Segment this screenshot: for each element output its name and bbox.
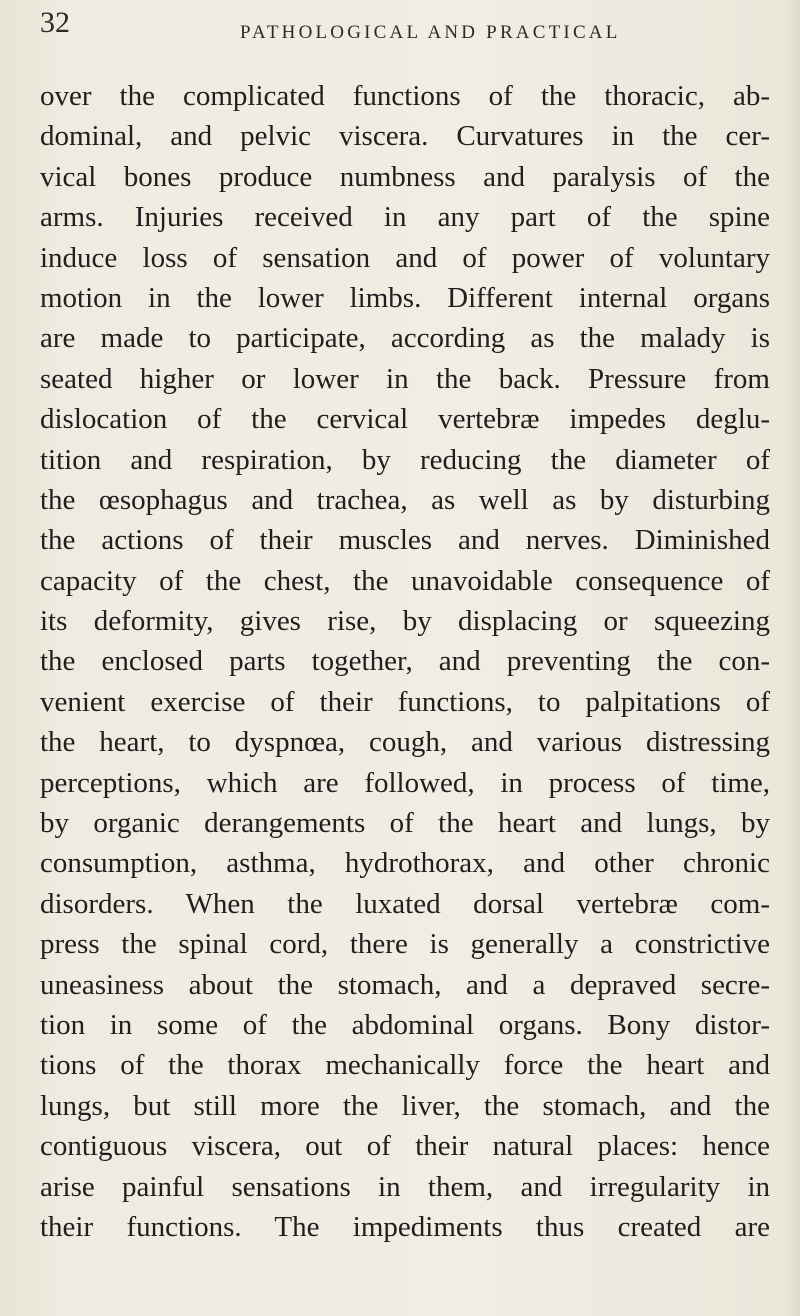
text-line: the œsophagus and trachea, as well as by disturbing	[40, 483, 770, 516]
text-line: contiguous viscera, out of their natural places: hence	[40, 1130, 770, 1163]
text-line: arms. Injuries received in any part of the spine	[40, 201, 770, 234]
running-head: PATHOLOGICAL AND PRACTICAL	[240, 22, 621, 43]
text-line: press the spinal cord, there is generally a constrictive	[40, 928, 770, 961]
text-line: arise painful sensations in them, and irregularity in	[40, 1170, 770, 1203]
text-line: uneasiness about the stomach, and a depraved secre-	[40, 968, 770, 1001]
text-line: disorders. When the luxated dorsal vertebræ com-	[40, 887, 770, 920]
text-line: their functions. The impediments thus created are	[40, 1210, 770, 1243]
text-line: over the complicated functions of the thoracic, ab-	[40, 80, 770, 112]
text-line: perceptions, which are followed, in process of time,	[40, 766, 770, 799]
text-line: its deformity, gives rise, by displacing or squeezing	[40, 605, 770, 638]
text-line: capacity of the chest, the unavoidable consequence of	[40, 564, 770, 597]
body-text	[40, 76, 770, 1247]
text-line: by organic derangements of the heart and lungs, by	[40, 807, 770, 840]
text-line: the heart, to dyspnœa, cough, and various distressing	[40, 726, 770, 759]
text-line: dislocation of the cervical vertebræ impedes deglu-	[40, 403, 770, 436]
text-line: lungs, but still more the liver, the stomach, and the	[40, 1089, 770, 1122]
text-line: induce loss of sensation and of power of voluntary	[40, 241, 770, 274]
text-line: the actions of their muscles and nerves. Diminished	[40, 524, 770, 557]
page-edge-shadow	[786, 0, 800, 1316]
text-line: seated higher or lower in the back. Pressure from	[40, 362, 770, 395]
text-line: tition and respiration, by reducing the diameter of	[40, 443, 770, 476]
text-line: are made to participate, according as the malady is	[40, 322, 770, 355]
text-line: dominal, and pelvic viscera. Curvatures in the cer-	[40, 120, 770, 153]
text-line: motion in the lower limbs. Different internal organs	[40, 281, 770, 314]
text-line: tion in some of the abdominal organs. Bony distor-	[40, 1008, 770, 1041]
text-line: the enclosed parts together, and preventing the con-	[40, 645, 770, 678]
text-line: vical bones produce numbness and paralysis of the	[40, 160, 770, 193]
text-line: consumption, asthma, hydrothorax, and other chronic	[40, 847, 770, 880]
text-line: venient exercise of their functions, to palpitations of	[40, 685, 770, 718]
text-line: tions of the thorax mechanically force the heart and	[40, 1049, 770, 1082]
page-number: 32	[40, 6, 70, 39]
